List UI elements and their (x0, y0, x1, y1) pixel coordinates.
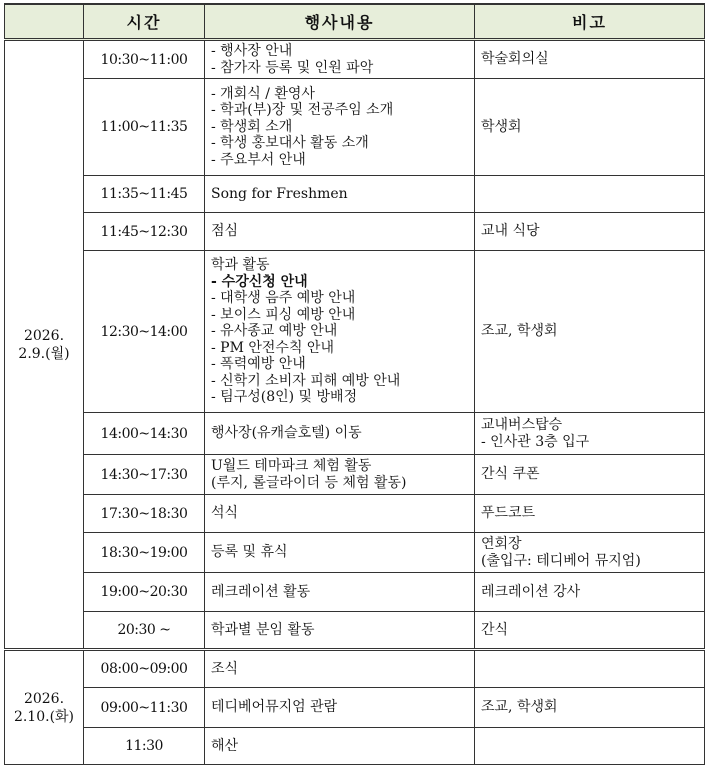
event-cell (205, 413, 475, 455)
text-line: (출입구: 테디베어 뮤지엄) (481, 552, 641, 569)
note-cell (475, 455, 705, 495)
text-line: - 대학생 음주 예방 안내 (211, 290, 356, 307)
schedule-row (5, 612, 705, 650)
note-cell (475, 495, 705, 533)
text-line: U월드 테마파크 체험 활동 (211, 458, 372, 474)
text-line: - 신학기 소비자 피해 예방 안내 (211, 372, 401, 389)
text-line: 조교, 학생회 (481, 323, 558, 340)
schedule-row (5, 573, 705, 612)
text-line: - 팀구성(8인) 및 방배정 (211, 389, 358, 406)
text-line: 테디베어뮤지엄 관람 (211, 699, 338, 716)
note-cell (475, 213, 705, 251)
note-cell (475, 176, 705, 213)
time-cell: 17:30~18:30 (84, 495, 205, 533)
event-cell (205, 573, 475, 612)
header-event: 행사내용 (205, 4, 475, 40)
text-line: 레크레이션 활동 (211, 583, 311, 600)
text-line: - 폭력예방 안내 (211, 356, 306, 373)
text-line: 조교, 학생회 (481, 699, 558, 716)
time-cell: 20:30 ~ (84, 612, 205, 650)
schedule-table (4, 3, 705, 765)
header-row (5, 4, 705, 40)
event-cell (205, 213, 475, 251)
event-cell (205, 728, 475, 765)
text-line: 석식 (211, 505, 239, 522)
text-line: 점심 (211, 223, 239, 240)
event-cell (205, 650, 475, 688)
text-line: 교내 식당 (481, 223, 540, 240)
text-line: 간식 (481, 621, 509, 638)
schedule-row (5, 213, 705, 251)
text-line: - 인사관 3층 입구 (481, 433, 590, 450)
schedule-row (5, 728, 705, 765)
text-line: 푸드코트 (481, 505, 536, 522)
note-cell (475, 413, 705, 455)
time-cell: 11:30 (84, 728, 205, 765)
text-line: - 주요부서 안내 (211, 151, 306, 168)
schedule-row (5, 495, 705, 533)
note-cell (475, 40, 705, 79)
text-line: 2.9.(월) (18, 345, 70, 362)
text-line: - 학생 홍보대사 활동 소개 (211, 135, 369, 152)
time-cell: 10:30~11:00 (84, 40, 205, 79)
event-cell (205, 176, 475, 213)
schedule-row (5, 79, 705, 176)
text-line: 해산 (211, 737, 239, 754)
text-line: Song for Freshmen (211, 185, 348, 202)
event-cell (205, 40, 475, 79)
time-cell: 11:35~11:45 (84, 176, 205, 213)
note-cell (475, 650, 705, 688)
schedule-row (5, 40, 705, 79)
text-line: - 행사장 안내 (211, 43, 293, 59)
text-line: 학생회 (481, 118, 522, 135)
text-line: 연회장 (481, 536, 522, 552)
date-cell (5, 40, 84, 650)
text-line: 2026. (23, 327, 65, 344)
text-line: - 유사종교 예방 안내 (211, 323, 338, 340)
schedule-row (5, 251, 705, 413)
note-cell (475, 573, 705, 612)
schedule-row (5, 176, 705, 213)
schedule-row (5, 688, 705, 728)
event-cell (205, 612, 475, 650)
text-line: 등록 및 휴식 (211, 544, 288, 561)
text-line: - 개회식 / 환영사 (211, 85, 315, 102)
schedule-body (5, 40, 705, 765)
header-time: 시간 (84, 4, 205, 40)
date-cell (5, 650, 84, 765)
time-cell: 14:00~14:30 (84, 413, 205, 455)
text-line: - 참가자 등록 및 인원 파악 (211, 59, 374, 76)
text-line: (루지, 롤글라이더 등 체험 활동) (211, 474, 407, 491)
event-cell (205, 251, 475, 413)
event-cell (205, 533, 475, 573)
text-line: 레크레이션 강사 (481, 583, 581, 600)
time-cell: 11:00~11:35 (84, 79, 205, 176)
event-cell (205, 79, 475, 176)
text-line: 학과별 분임 활동 (211, 621, 315, 638)
text-line: 조식 (211, 660, 239, 677)
time-cell: 18:30~19:00 (84, 533, 205, 573)
text-line: 학술회의실 (481, 51, 549, 68)
text-line: 행사장(유캐슬호텔) 이동 (211, 425, 362, 442)
text-line: 학과 활동 (211, 257, 270, 274)
time-cell: 11:45~12:30 (84, 213, 205, 251)
note-cell (475, 533, 705, 573)
note-cell (475, 688, 705, 728)
header-note: 비고 (475, 4, 705, 40)
event-cell (205, 455, 475, 495)
schedule-row (5, 533, 705, 573)
time-cell: 12:30~14:00 (84, 251, 205, 413)
time-cell: 19:00~20:30 (84, 573, 205, 612)
text-line: 2026. (23, 690, 65, 707)
time-cell: 09:00~11:30 (84, 688, 205, 728)
event-cell (205, 495, 475, 533)
note-cell (475, 612, 705, 650)
schedule-row (5, 413, 705, 455)
text-line: - PM 안전수칙 안내 (211, 339, 334, 356)
text-line: - 수강신청 안내 (211, 273, 308, 290)
text-line: 교내버스탑승 (481, 417, 563, 433)
schedule-row (5, 455, 705, 495)
header-blank (5, 4, 84, 40)
schedule-row (5, 650, 705, 688)
text-line: 간식 쿠폰 (481, 466, 540, 483)
note-cell (475, 79, 705, 176)
time-cell: 08:00~09:00 (84, 650, 205, 688)
text-line: - 보이스 피싱 예방 안내 (211, 306, 356, 323)
note-cell (475, 251, 705, 413)
time-cell: 14:30~17:30 (84, 455, 205, 495)
text-line: - 학과(부)장 및 전공주임 소개 (211, 102, 394, 119)
note-cell (475, 728, 705, 765)
text-line: 2.10.(화) (13, 708, 75, 725)
text-line: - 학생회 소개 (211, 118, 293, 135)
event-cell (205, 688, 475, 728)
